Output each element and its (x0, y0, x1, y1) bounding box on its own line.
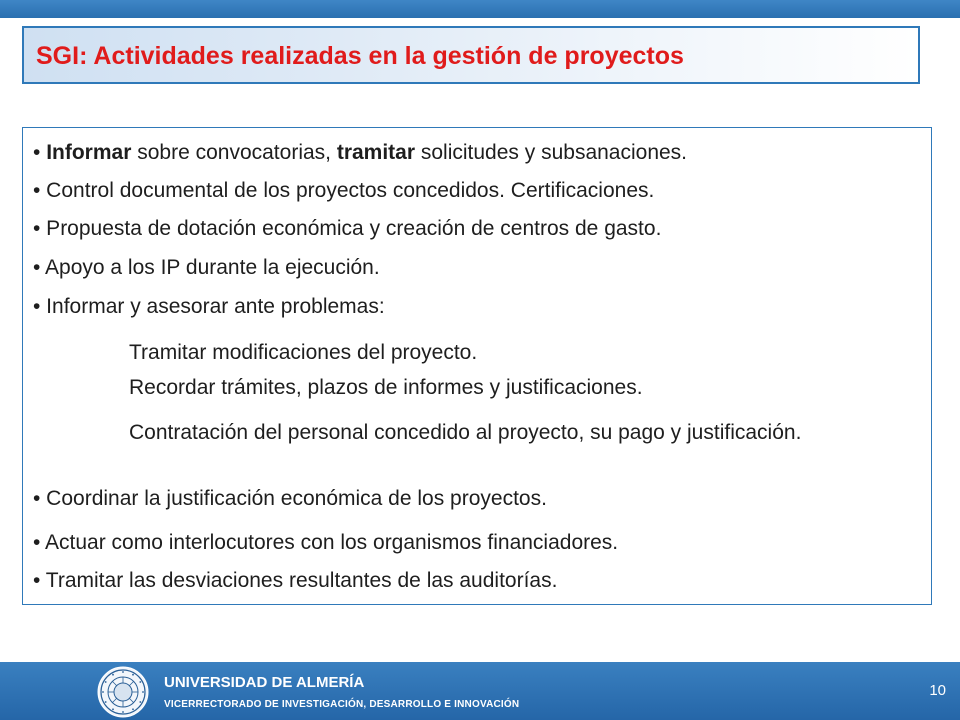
sub-item: Recordar trámites, plazos de informes y justificaciones. (129, 376, 643, 399)
list-item: • Informar y asesorar ante problemas: (33, 295, 385, 318)
content-box (22, 127, 932, 605)
sub-item: Tramitar modificaciones del proyecto. (129, 341, 478, 364)
list-item: • Actuar como interlocutores con los organismos financiadores. (33, 531, 619, 554)
list-item: • Coordinar la justificación económica de los proyectos. (33, 487, 547, 510)
list-item: • Apoyo a los IP durante la ejecución. (33, 256, 380, 279)
vicerrectorado-name: VICERRECTORADO DE INVESTIGACIÓN, DESARROLLO E INNOVACIÓN (164, 699, 520, 710)
list-item (33, 138, 913, 168)
list-item-text: sobre convocatorias, (131, 141, 337, 164)
list-item: • Propuesta de dotación económica y creación de centros de gasto. (33, 217, 662, 240)
top-bar (0, 0, 960, 18)
university-name: UNIVERSIDAD DE ALMERÍA (164, 674, 365, 691)
slide-title: SGI: Actividades realizadas en la gestión de proyectos (36, 42, 684, 70)
bold-text: Informar (46, 141, 132, 164)
sub-item: Contratación del personal concedido al proyecto, su pago y justificación. (129, 421, 802, 444)
title-box (22, 26, 920, 84)
bullet: • (33, 141, 41, 164)
list-item: • Tramitar las desviaciones resultantes de las auditorías. (33, 569, 558, 592)
page-number: 10 (929, 682, 946, 699)
footer (0, 662, 960, 720)
list-item-text: solicitudes y subsanaciones. (415, 141, 688, 164)
bold-text: tramitar (336, 141, 416, 164)
university-seal-icon (97, 666, 149, 718)
list-item: • Control documental de los proyectos concedidos. Certificaciones. (33, 179, 655, 202)
